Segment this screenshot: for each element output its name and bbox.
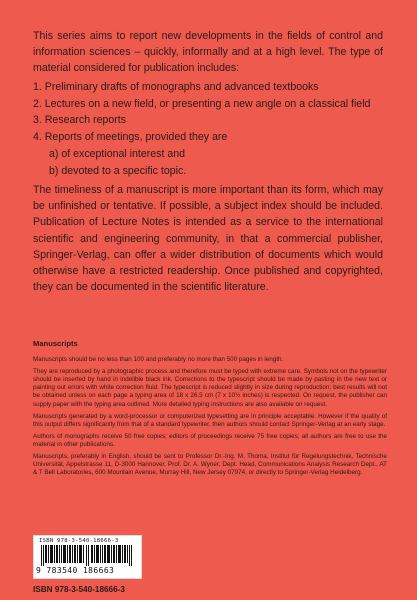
list-item: a) of exceptional interest and: [49, 148, 186, 161]
material-list: [33, 79, 383, 147]
barcode-bars-icon: [41, 545, 135, 566]
list-item: 4. Reports of meetings, provided they are: [33, 131, 228, 144]
barcode-isbn-label: ISBN 978-3-540-18666-3: [39, 538, 119, 544]
isbn-label: ISBN 978-3-540-18666-3: [33, 585, 125, 594]
manuscripts-paragraph: They are reproduced by a photographic process and therefore must be typed with extreme care. Symbols not on the typewriter should be inserted by hand in indelible black ink. Corrections to the typescript should be made by pasting in the new text or painting out errors with white correction fluid. The typescript is reduced slightly in size during reproduction; best results will not be obtained unless on each page a typing area of 18 x 26.5 cm (7 x 10½ inches) is respected. On request, the publisher can supply paper with the typing area outlined. More detailed typing instructions are also available on request.: [33, 368, 387, 408]
list-item: 1. Preliminary drafts of monographs and advanced textbooks: [33, 80, 319, 93]
manuscripts-section: [33, 340, 387, 481]
manuscripts-paragraph: Authors of monographs receive 50 free copies; editors of proceedings receive 75 free copies; all authors are free to use the material in other publications.: [33, 432, 387, 448]
manuscripts-paragraph: Manuscripts, preferably in English, should be sent to Professor Dr.-Ing. M. Thoma, Institut für Regelungstechnik, Technische Universität, Appelstrasse 11, D-3000 Hannover. Prof. Dr. A. Wyner, Dept. Head, Communications Analysis Research Dept., AT & T Bell Laboratories, 600 Mountain Avenue, Murray Hill, New Jersey 07974, or directly to Springer-Verlag Heidelberg.: [33, 453, 387, 477]
isbn-barcode: [33, 535, 142, 579]
section-heading: Manuscripts: [33, 339, 78, 348]
intro-paragraph: This series aims to report new developments in the fields of control and information sciences – quickly, informally and at a high level. The type of material considered for publication includes:: [33, 30, 383, 75]
list-item: 2. Lectures on a new field, or presenting a new angle on a classical field: [33, 97, 371, 110]
barcode-digits: 9 783540 186663: [36, 566, 115, 575]
list-item: b) devoted to a specific topic.: [49, 165, 187, 178]
list-item: 3. Research reports: [33, 114, 127, 127]
meeting-criteria-list: [49, 146, 383, 180]
manuscripts-paragraph: Manuscripts should be no less than 100 and preferably no more than 500 pages in length.: [33, 356, 284, 364]
manuscripts-paragraph: Manuscripts generated by a word-processor or computerized typesetting are in principle acceptable. However if the quality of this output differs significantly from that of a standard typewriter, then authors should contact Springer-Verlag at an early stage.: [33, 412, 387, 428]
timeliness-paragraph: The timeliness of a manuscript is more important than its form, which may be unfinished or tentative. If possible, a subject index should be included. Publication of Lecture Notes is intended as a service to the international scientific and engineering community, in that a commercial publisher, Springer-Verlag, can offer a wider distribution of documents which would otherwise have a restricted readership. Once published and copyrighted, they can be documented in the scientific literature.: [33, 183, 383, 294]
series-description: [33, 28, 383, 295]
